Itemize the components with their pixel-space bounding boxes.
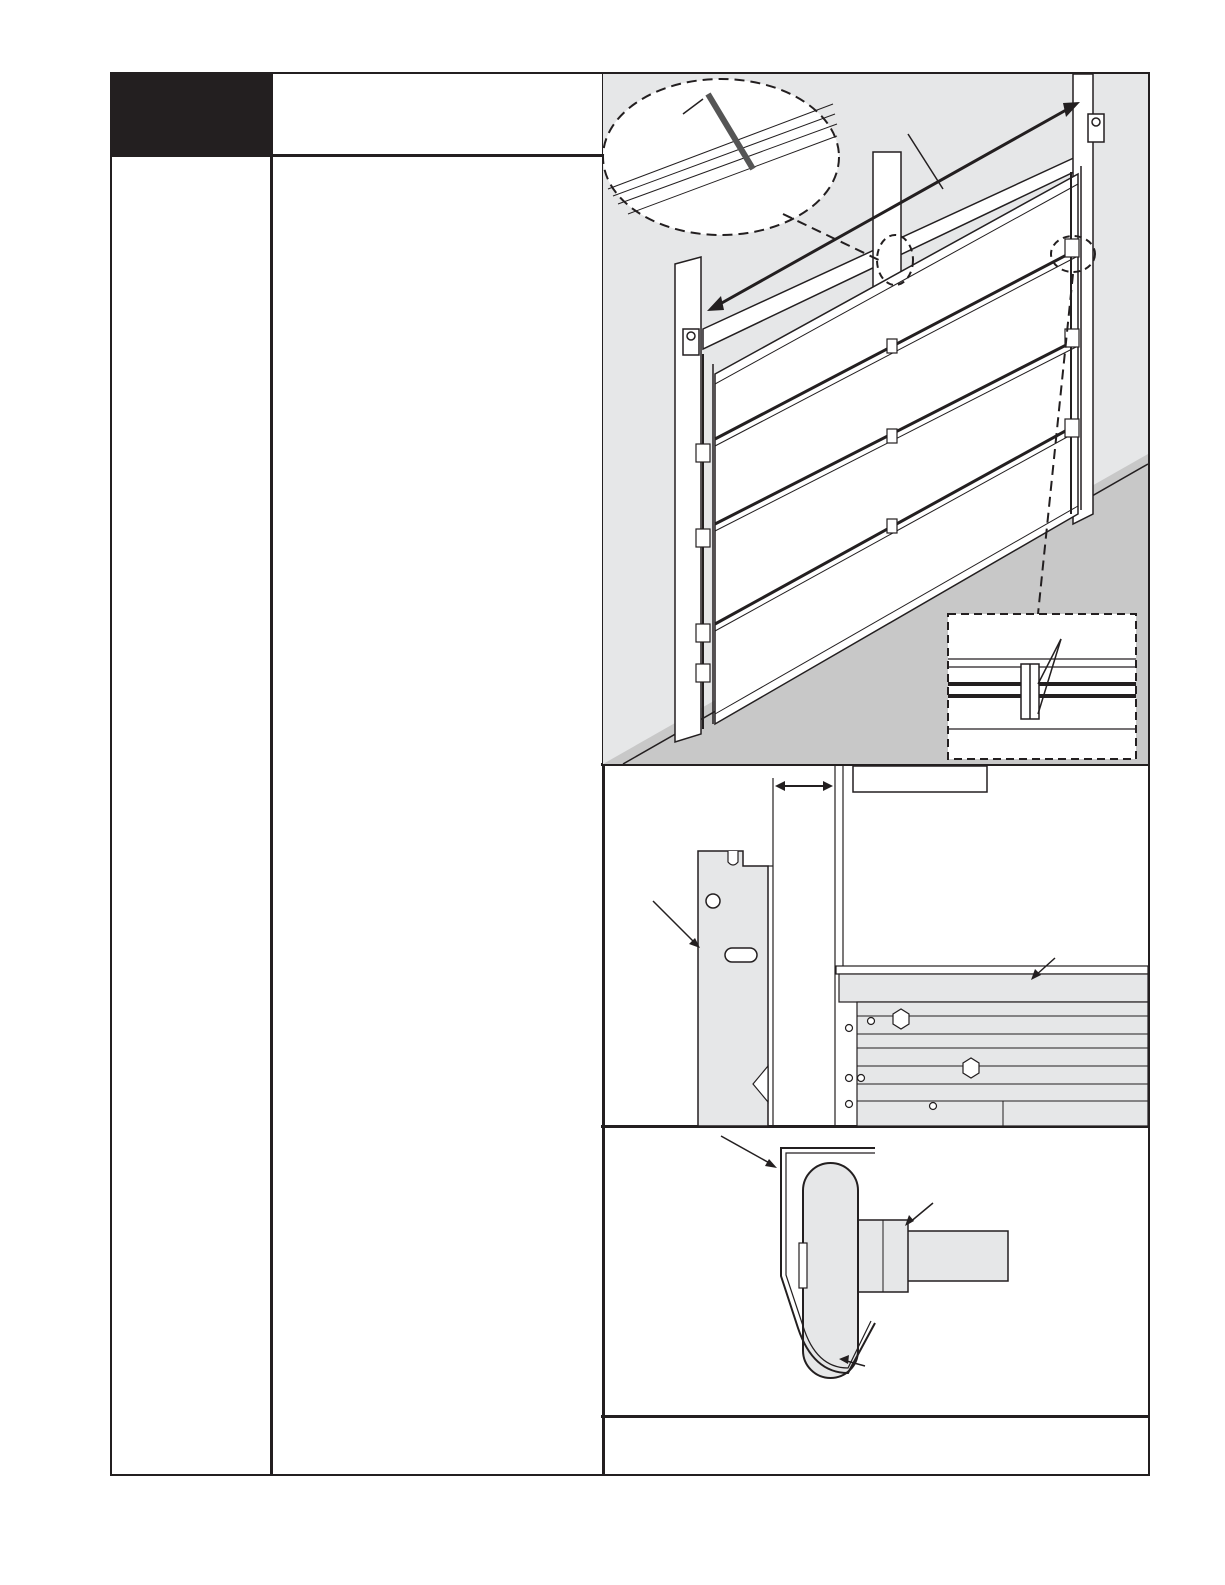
roller-track-detail <box>603 1128 1148 1415</box>
step-title-cell <box>272 74 602 154</box>
top-section-rail <box>839 974 1148 1002</box>
bracket-pointer <box>653 901 698 946</box>
figure-caption-cell <box>603 1418 1148 1474</box>
pencil-detail-callout <box>603 79 839 235</box>
right-bearing-plate <box>1088 114 1104 142</box>
hinge-inset-detail <box>948 614 1136 759</box>
row-divider-left <box>112 154 270 157</box>
bracket-hole <box>706 894 720 908</box>
left-bearing-plate <box>683 329 699 355</box>
garage-door-illustration <box>603 74 1148 764</box>
top-seal <box>836 966 1148 974</box>
track-pointer <box>721 1136 773 1165</box>
roller-shaft <box>903 1231 1008 1281</box>
dimension-label-box <box>853 766 987 792</box>
bracket-slot <box>725 948 757 962</box>
instructions-cell <box>272 157 602 1474</box>
step-number-badge <box>112 74 270 154</box>
top-section-detail <box>603 766 1148 1126</box>
